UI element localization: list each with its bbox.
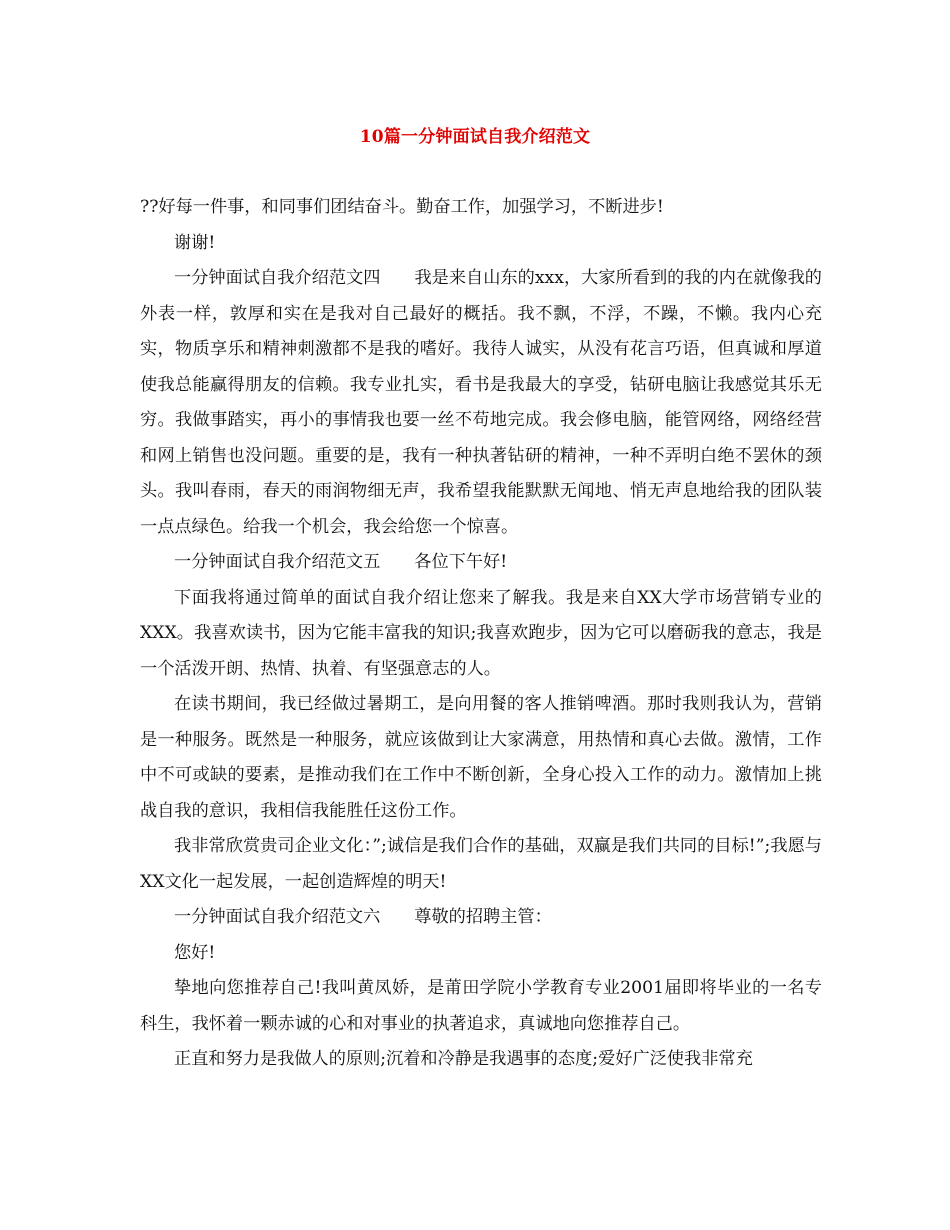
paragraph-sample-5-intro: 下面我将通过简单的面试自我介绍让您来了解我。我是来自XX大学市场营销专业的XXX。我喜欢读书，因为它能丰富我的知识;我喜欢跑步，因为它可以磨砺我的意志，我是一个活泼开朗、热情、执着、有坚强意志的人。 [140, 587, 822, 679]
paragraph-hello: 您好! [174, 942, 216, 963]
sample-4-body: 我是来自山东的xxx，大家所看到的我的内在就像我的外表一样，敦厚和实在是我对自己最好的概括。我不飘，不浮，不躁，不懒。我内心充实，物质享乐和精神刺激都不是我的嗜好。我待人诚实，从没有花言巧语，但真诚和厚道使我总能赢得朋友的信赖。我专业扎实，看书是我最大的享受，钻研电脑让我感觉其乐无穷。我做事踏实，再小的事情我也要一丝不苟地完成。我会修电脑，能管网络，网络经营和网上销售也没问题。重要的是，我有一种执著钻研的精神，一种不弄明白绝不罢休的颈头。我叫春雨，春天的雨润物细无声，我希望我能默默无闻地、悄无声息地给我的团队装一点点绿色。给我一个机会，我会给您一个惊喜。 [140, 268, 822, 537]
sample-6-salutation: 尊敬的招聘主管： [414, 907, 552, 927]
section-heading-5: 一分钟面试自我介绍范文五 [174, 552, 381, 572]
paragraph-sample-6-recommend: 挚地向您推荐自己!我叫黄凤娇，是莆田学院小学教育专业2001届即将毕业的一名专科生，我怀着一颗赤诚的心和对事业的执著追求，真诚地向您推荐自己。 [140, 978, 822, 1034]
paragraph-sample-5-culture: 我非常欣赏贵司企业文化：”;诚信是我们合作的基础，双赢是我们共同的目标!”;我愿与XX文化一起发展，一起创造辉煌的明天! [140, 836, 822, 892]
paragraph-sample-4 [140, 261, 822, 545]
paragraph-sample-5-experience: 在读书期间，我已经做过暑期工，是向用餐的客人推销啤酒。那时我则我认为，营销是一种服务。既然是一种服务，就应该做到让大家满意，用热情和真心去做。激情，工作中不可或缺的要素，是推动我们在工作中不断创新，全身心投入工作的动力。激情加上挑战自我的意识，我相信我能胜任这份工作。 [140, 694, 822, 821]
sample-5-greeting: 各位下午好! [414, 552, 508, 572]
section-heading-4: 一分钟面试自我介绍范文四 [174, 268, 381, 288]
section-heading-6: 一分钟面试自我介绍范文六 [174, 907, 381, 927]
paragraph-sample-6-principles: 正直和努力是我做人的原则;沉着和冷静是我遇事的态度;爱好广泛使我非常充 [174, 1049, 753, 1069]
paragraph-1: ??好每一件事，和同事们团结奋斗。勤奋工作，加强学习，不断进步! [140, 197, 664, 217]
paragraph-sample-5-heading [140, 545, 822, 581]
document-title: 10篇一分钟面试自我介绍范文 [359, 127, 591, 147]
paragraph-thanks: 谢谢! [174, 232, 216, 253]
paragraph-sample-6-heading [140, 900, 822, 936]
document-body [140, 190, 822, 1078]
